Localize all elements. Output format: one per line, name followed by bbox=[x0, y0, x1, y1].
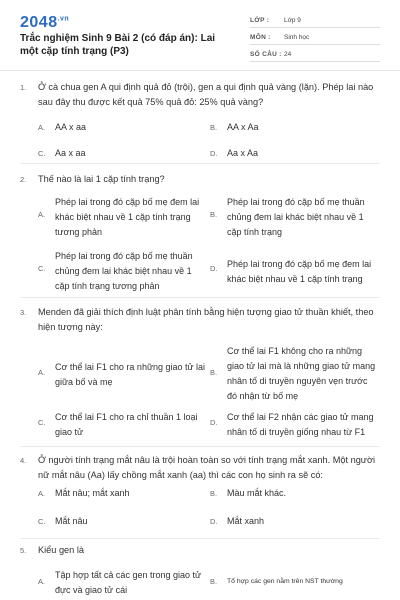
question-divider bbox=[20, 446, 380, 447]
option-b[interactable]: Cơ thể lai F1 không cho ra những giao tử lai mà là những giao tử mang nhân tố di truyền nguyên vẹn trước đó nhận từ bố mẹ bbox=[227, 346, 376, 401]
question-number: 4. bbox=[20, 456, 27, 465]
page-title: Trắc nghiệm Sinh 9 Bài 2 (có đáp án): Lai một cặp tính trạng (P3) bbox=[20, 33, 216, 57]
option-label: C. bbox=[38, 149, 46, 158]
question-number: 2. bbox=[20, 175, 27, 184]
option-b[interactable]: Màu mắt khác. bbox=[227, 488, 287, 498]
option-label: B. bbox=[210, 368, 218, 377]
option-label: A. bbox=[38, 123, 46, 132]
option-a[interactable]: Mắt nâu; mắt xanh bbox=[55, 488, 130, 498]
question-number: 1. bbox=[20, 83, 27, 92]
quiz-meta bbox=[250, 14, 380, 65]
question-text: Thế nào là lai 1 cặp tính trạng? bbox=[38, 174, 165, 184]
meta-question-count bbox=[250, 48, 380, 62]
meta-count-key: SỐ CÂU : bbox=[250, 51, 282, 58]
question-divider bbox=[20, 538, 380, 539]
question-divider bbox=[20, 297, 380, 298]
option-a[interactable]: Tập hợp tất cả các gen trong giao tử đực và giao tử cái bbox=[55, 570, 202, 595]
option-a[interactable]: Phép lai trong đó cặp bố mẹ đem lai khác biệt nhau về 1 cặp tính trạng tương phản bbox=[55, 197, 200, 237]
meta-class-value: Lớp 9 bbox=[284, 17, 301, 24]
option-label: A. bbox=[38, 577, 46, 586]
option-label: A. bbox=[38, 489, 46, 498]
meta-count-value: 24 bbox=[284, 51, 292, 58]
question-text: Ở cà chua gen A qui định quả đỏ (trội), gen a qui định quả vàng (lặn). Phép lai nào sau đây thu được kết quả 75% quả đỏ: 25% quả vàng? bbox=[38, 82, 374, 107]
option-d[interactable]: Phép lai trong đó cặp bố mẹ đem lai khác biệt nhau về 1 cặp tính trạng bbox=[227, 259, 372, 284]
option-label: C. bbox=[38, 264, 46, 273]
meta-subject-value: Sinh học bbox=[284, 34, 310, 41]
option-label: A. bbox=[38, 210, 46, 219]
option-label: B. bbox=[210, 123, 218, 132]
logo-text: 2048 bbox=[20, 14, 58, 31]
page-header bbox=[0, 0, 400, 70]
option-b[interactable]: AA x Aa bbox=[227, 122, 259, 132]
option-a[interactable]: AA x aa bbox=[55, 122, 87, 132]
option-b[interactable]: Tổ hợp các gen nằm trên NST thường bbox=[227, 578, 343, 585]
meta-subject-key: MÔN : bbox=[250, 34, 271, 41]
meta-subject bbox=[250, 31, 380, 45]
option-a[interactable]: Cơ thể lai F1 cho ra những giao tử lai giữa bố và mẹ bbox=[55, 362, 206, 387]
question-number: 5. bbox=[20, 546, 27, 555]
option-d[interactable]: Aa x Aa bbox=[227, 148, 259, 158]
question-divider bbox=[20, 163, 380, 164]
logo-suffix: .vn bbox=[57, 15, 70, 23]
option-label: B. bbox=[210, 577, 218, 586]
option-label: A. bbox=[38, 368, 46, 377]
option-label: B. bbox=[210, 489, 218, 498]
question-number: 3. bbox=[20, 308, 27, 317]
header-divider bbox=[0, 70, 400, 71]
option-c[interactable]: Mắt nâu bbox=[55, 516, 88, 526]
option-d[interactable]: Cơ thể lai F2 nhận các giao tử mang nhân tố di truyền giống nhau từ F1 bbox=[227, 412, 374, 437]
option-label: B. bbox=[210, 210, 218, 219]
option-d[interactable]: Mắt xanh bbox=[227, 516, 265, 526]
question-text: Menden đã giải thích định luật phân tính bằng hiện tượng giao tử thuần khiết, theo hiện tượng này: bbox=[38, 307, 374, 332]
option-label: D. bbox=[210, 418, 218, 427]
site-logo[interactable] bbox=[20, 14, 69, 32]
meta-class-key: LỚP : bbox=[250, 17, 270, 24]
question-text: Kiểu gen là bbox=[38, 545, 84, 555]
option-label: D. bbox=[210, 149, 218, 158]
option-b[interactable]: Phép lai trong đó cặp bố mẹ thuần chủng đem lai khác biệt nhau về 1 cặp tính trạng bbox=[227, 197, 365, 237]
option-c[interactable]: Aa x aa bbox=[55, 148, 86, 158]
meta-class bbox=[250, 14, 380, 28]
question-text: Ở người tính trạng mắt nâu là trội hoàn toàn so với tính trạng mắt xanh. Một người nữ mắt nâu (Aa) lấy chồng mắt xanh (aa) thì các con họ sinh ra sẽ có: bbox=[38, 455, 376, 480]
option-c[interactable]: Cơ thể lai F1 cho ra chỉ thuần 1 loại giao tử bbox=[55, 412, 198, 437]
option-label: C. bbox=[38, 418, 46, 427]
option-label: D. bbox=[210, 517, 218, 526]
option-c[interactable]: Phép lai trong đó cặp bố mẹ thuần chủng đem lai khác biệt nhau về 1 cặp tính trạng tương phản bbox=[55, 251, 193, 291]
option-label: C. bbox=[38, 517, 46, 526]
option-label: D. bbox=[210, 264, 218, 273]
